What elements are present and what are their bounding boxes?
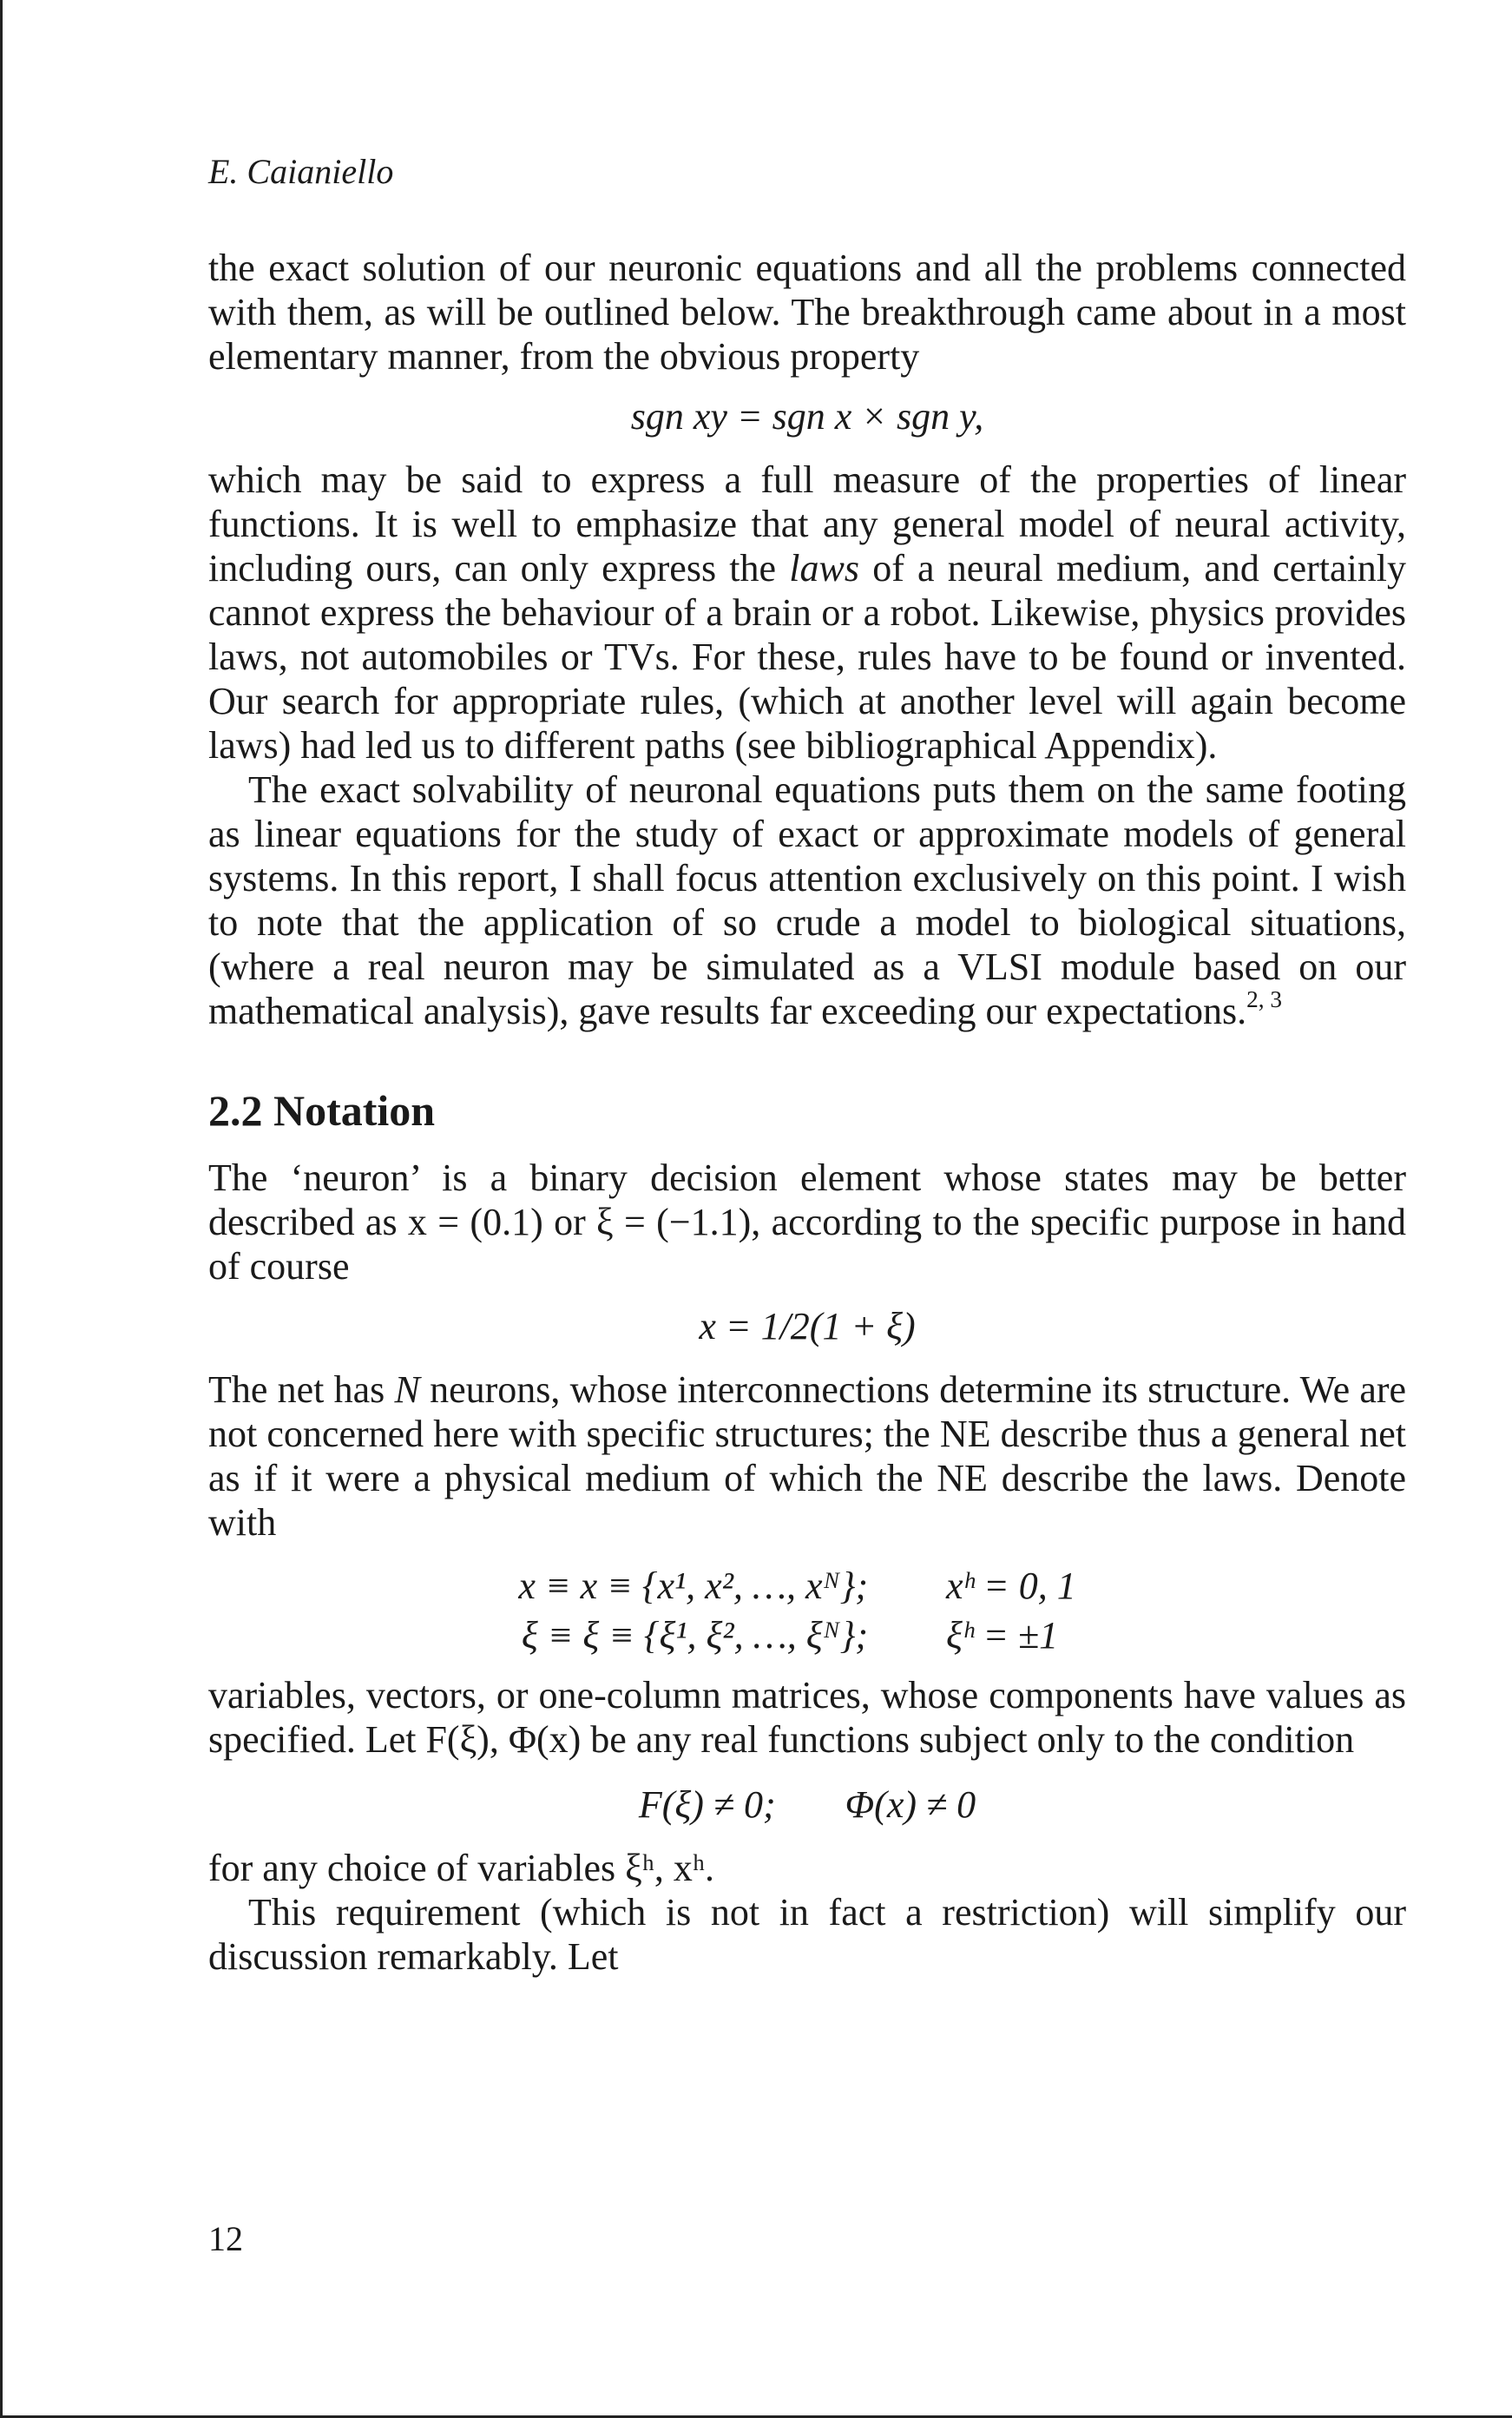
running-head: E. Caianiello xyxy=(208,152,394,191)
equation-row-condition xyxy=(208,1782,1406,1827)
section-heading: 2.2 Notation xyxy=(208,1086,436,1135)
paragraph-5-part-1: The net has xyxy=(208,1368,385,1411)
equation-x-right: xʰ = 0, 1 xyxy=(946,1565,1076,1607)
text-column xyxy=(208,149,1406,1979)
equation-row-x xyxy=(208,1564,1406,1608)
equation-row-xi xyxy=(208,1613,1406,1657)
paragraph-3-text: The exact solvability of neuronal equations puts them on the same footing as linear equations for the study of exact or approximate models of general systems. In this report, I shall focus attention exclusively on this point. I wish to note that the application of so crude a model to biological situations, (where a real neuron may be simulated as a VLSI module based on our mathematical analysis), gave results far exceeding our expectations. xyxy=(208,768,1406,1032)
symbol-n: N xyxy=(394,1368,420,1411)
emphasis-laws: laws xyxy=(789,547,859,590)
paragraph-4: The ‘neuron’ is a binary decision element whose states may be better described as x = (0.1) or ξ = (−1.1), according to the specific purpose in hand of course xyxy=(208,1156,1406,1288)
equation-xi-left: ξ ≡ ξ ≡ {ξ¹, ξ², …, ξᴺ}; xyxy=(521,1614,868,1657)
paragraph-2 xyxy=(208,458,1406,768)
paragraph-8: This requirement (which is not in fact a restriction) will simplify our discussion remarkably. Let xyxy=(208,1891,1406,1978)
reference-superscript: 2, 3 xyxy=(1246,985,1282,1012)
page-number: 12 xyxy=(208,2219,243,2258)
equation-condition-left: F(ξ) ≠ 0; xyxy=(638,1783,776,1826)
paragraph-2-part-1: which may be said to express a full measure of the properties of linear functions. It is well to emphasize that any general model of neural activity, including ours, can only express the xyxy=(208,458,1406,590)
paragraph-5 xyxy=(208,1367,1406,1545)
paragraph-7: for any choice of variables ξʰ, xʰ. xyxy=(208,1847,714,1889)
paragraph-3 xyxy=(208,768,1406,1033)
paragraph-1: the exact solution of our neuronic equations and all the problems connected with them, as will be outlined below. The breakthrough came about in a most elementary manner, from the obvious property xyxy=(208,247,1406,378)
equation-condition-right: Φ(x) ≠ 0 xyxy=(845,1783,976,1826)
equation-block-vectors xyxy=(208,1564,1406,1657)
equation-x-left: x ≡ x ≡ {x¹, x², …, xᴺ}; xyxy=(518,1565,868,1607)
equation-xi-right: ξʰ = ±1 xyxy=(946,1614,1059,1657)
paragraph-2-part-2: of a neural medium, and certainly cannot express the behaviour of a brain or a robot. Likewise, physics provides laws, not automobiles or TVs. For these, rules have to be found or invented. Our search for appropriate rules, (which at another level will again become laws) had led us to different paths (see bibliographical Appendix). xyxy=(208,547,1407,767)
paragraph-6: variables, vectors, or one-column matrices, whose components have values as specified. Let F(ξ), Φ(x) be any real functions subject only to the condition xyxy=(208,1674,1406,1761)
equation-sgn: sgn xy = sgn x × sgn y, xyxy=(630,395,984,438)
paragraph-5-part-2: neurons, whose interconnections determine its structure. We are not concerned here with specific structures; the NE describe thus a general net as if it were a physical medium of which the NE describe the laws. Denote with xyxy=(208,1368,1407,1544)
equation-x-xi: x = 1/2(1 + ξ) xyxy=(699,1305,916,1347)
